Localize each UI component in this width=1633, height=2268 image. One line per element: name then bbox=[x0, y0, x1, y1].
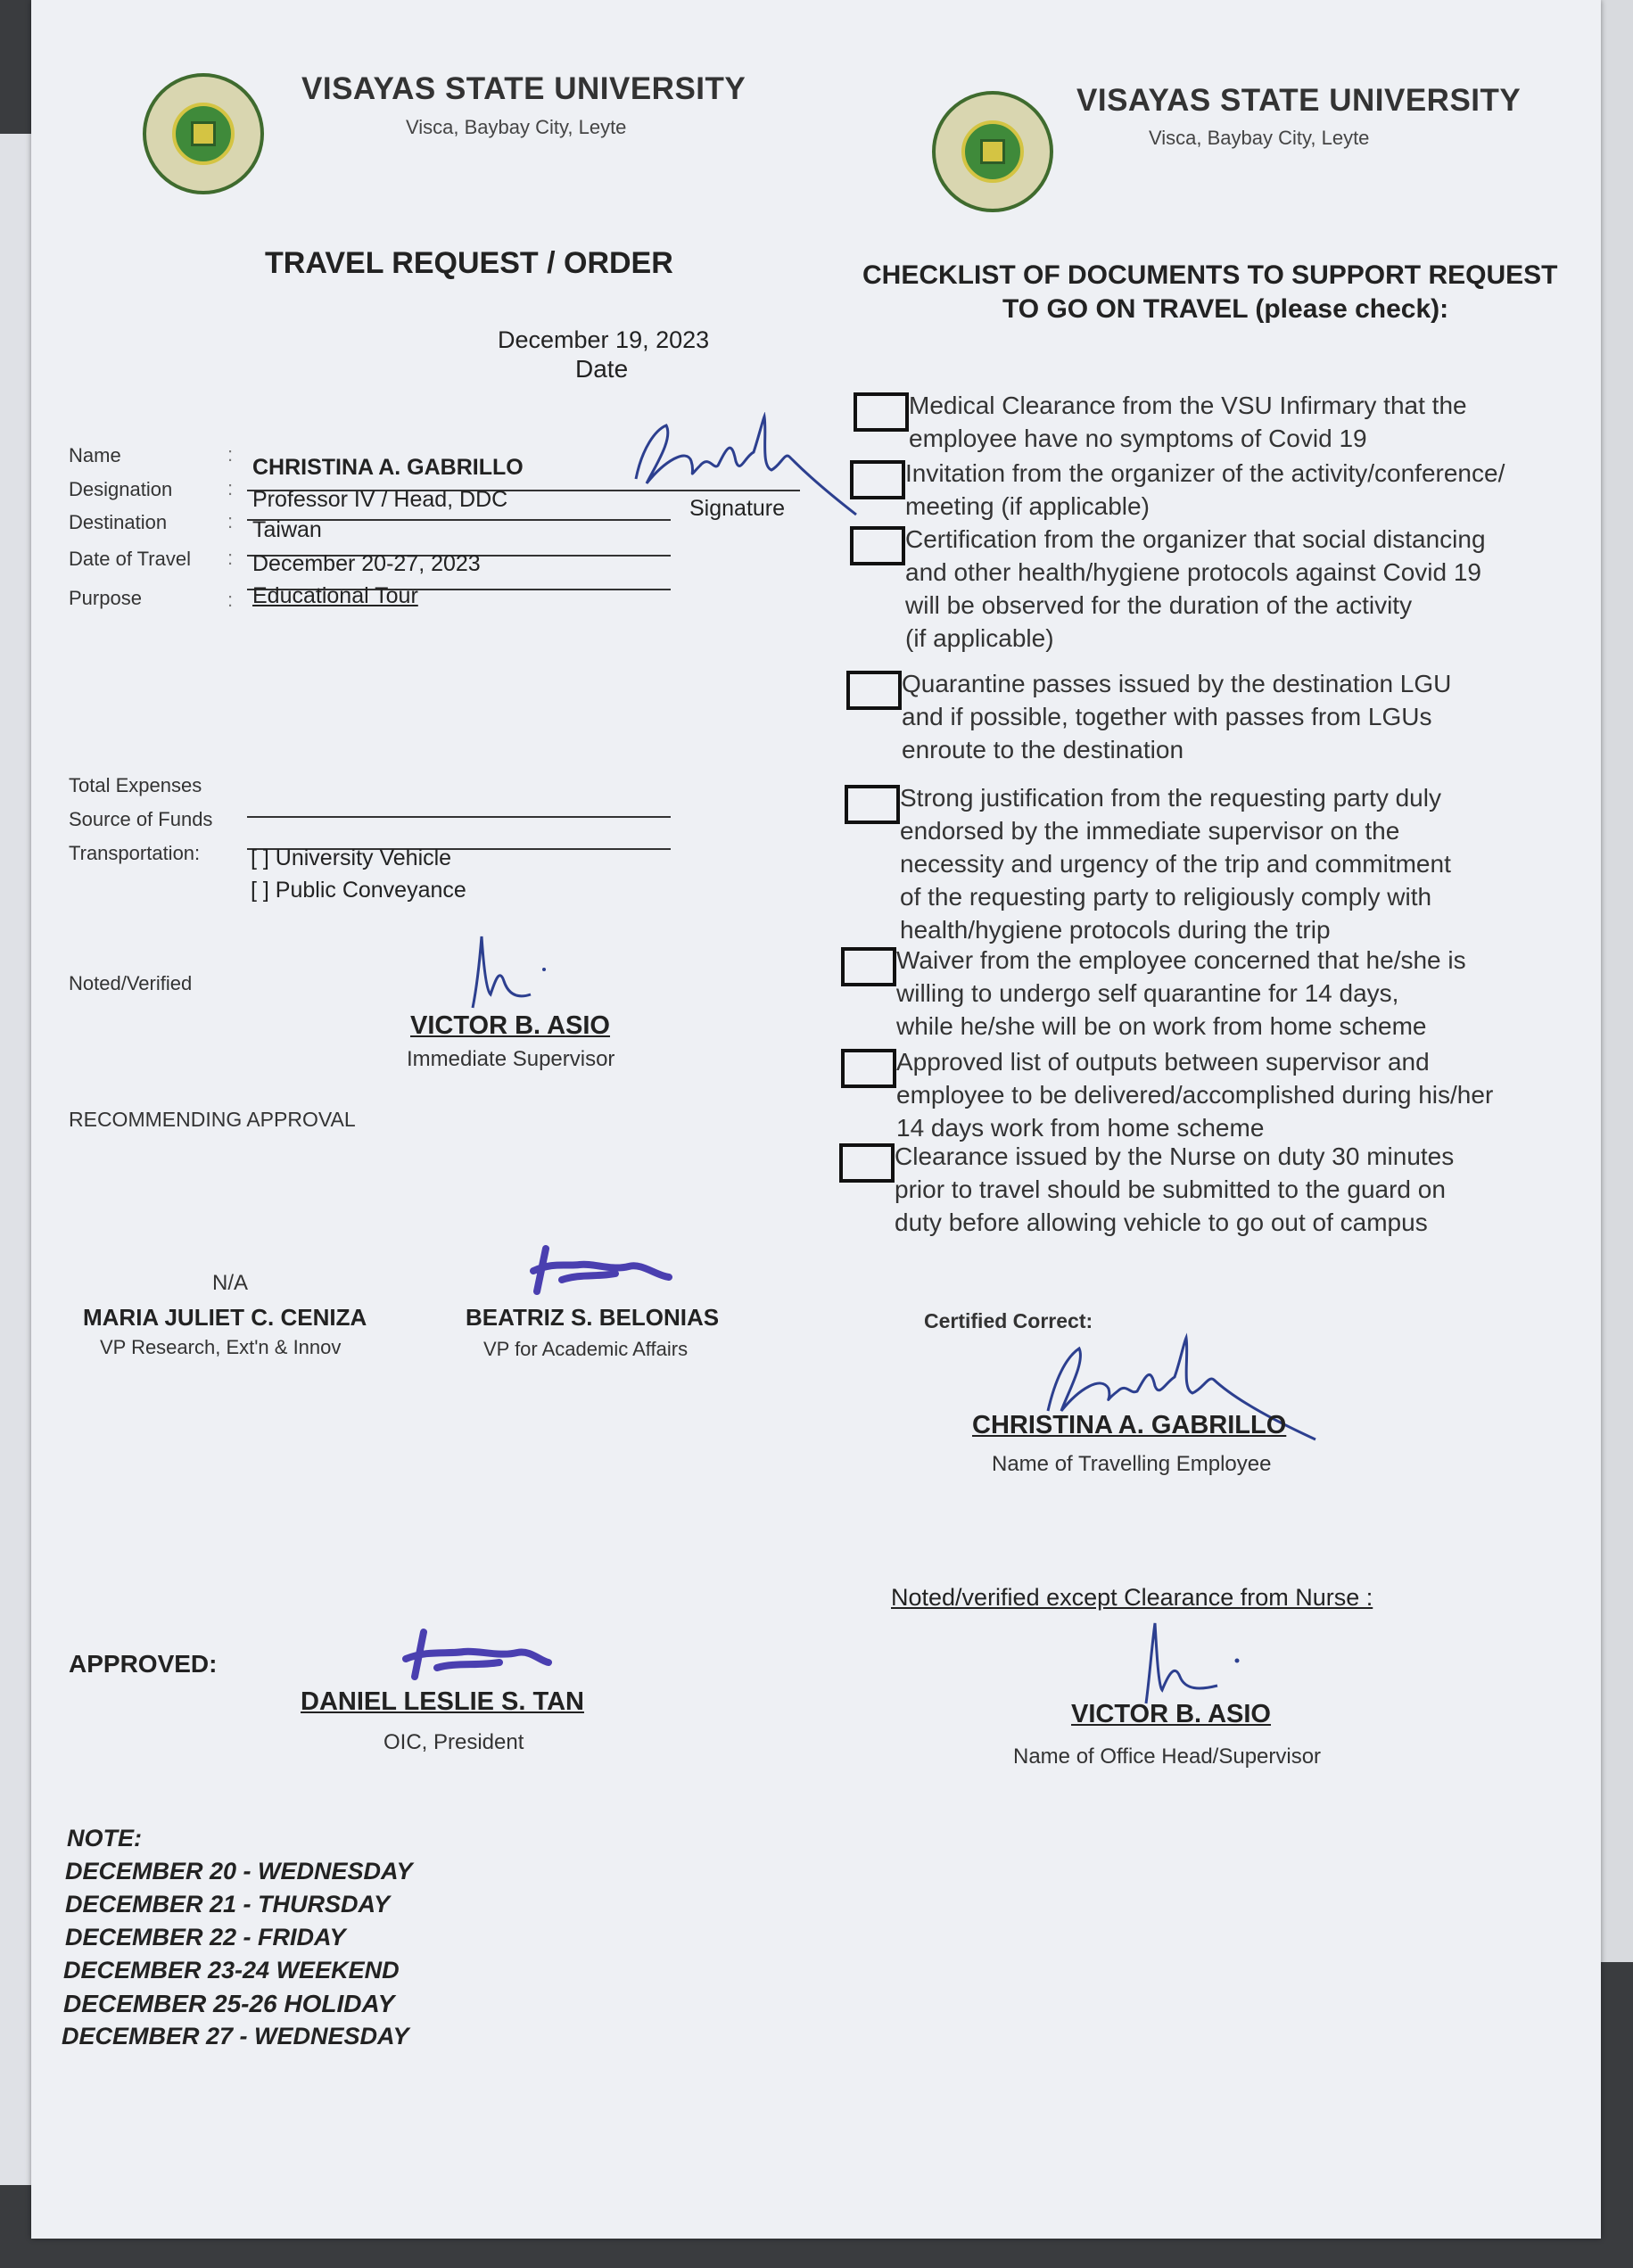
checklist-item-line: 14 days work from home scheme bbox=[896, 1114, 1265, 1142]
checklist-checkbox[interactable] bbox=[850, 460, 905, 499]
designation-label: Designation bbox=[69, 478, 173, 500]
noted-verified-label: Noted/Verified bbox=[69, 972, 193, 994]
checklist-item-text bbox=[909, 389, 1569, 455]
name-value: CHRISTINA A. GABRILLO bbox=[252, 455, 524, 480]
recommender1-na: N/A bbox=[212, 1271, 249, 1295]
purpose-value: Educational Tour bbox=[252, 583, 418, 608]
recommender2-name: BEATRIZ S. BELONIAS bbox=[466, 1304, 720, 1331]
head-signature bbox=[1119, 1614, 1262, 1712]
checklist-item-line: Medical Clearance from the VSU Infirmary that the bbox=[909, 392, 1467, 419]
checklist-checkbox[interactable] bbox=[845, 785, 900, 824]
right-university-address: Visca, Baybay City, Leyte bbox=[1149, 127, 1370, 149]
approver-role: OIC, President bbox=[384, 1730, 524, 1754]
checklist-checkbox[interactable] bbox=[850, 526, 905, 565]
supervisor-role: Immediate Supervisor bbox=[407, 1047, 615, 1071]
note-heading: NOTE: bbox=[67, 1825, 142, 1852]
checklist-item-line: and if possible, together with passes from LGUs bbox=[902, 703, 1432, 730]
supervisor-name: VICTOR B. ASIO bbox=[410, 1011, 610, 1040]
checklist-item-line: meeting (if applicable) bbox=[905, 492, 1150, 520]
purpose-label: Purpose bbox=[69, 587, 142, 609]
checklist-item-line: Strong justification from the requesting party duly bbox=[900, 784, 1441, 812]
applicant-signature bbox=[602, 412, 870, 528]
checklist-item-line: duty before allowing vehicle to go out of campus bbox=[895, 1208, 1428, 1236]
designation-value: Professor IV / Head, DDC bbox=[252, 487, 508, 512]
checklist-item-text bbox=[900, 781, 1560, 946]
checklist-item-line: (if applicable) bbox=[905, 624, 1054, 652]
checklist-item-line: endorsed by the immediate supervisor on the bbox=[900, 817, 1400, 845]
recommender2-signature-stamp bbox=[526, 1240, 678, 1302]
travel-request-document: VISAYAS STATE UNIVERSITY Visca, Baybay City, Leyte VISAYAS STATE UNIVERSITY Visca, Baybay City, Leyte TRAVEL REQUEST / ORDER December 19, 2023 Date Name : CHRISTINA A. GABRILLO Designation : Professor IV / Head, DDC Signature Destination : Taiwan Date of Travel : December 20-27, 2023 Purpose : Educational Tour Total Expenses Source of Funds Transportation: [ ] University Vehicle [ ] Public Conveyance Noted/Verified VICTOR B. ASIO Immediate Supervisor RECOMMENDING APPROVAL N/A MARIA JULIET C. CENIZA VP Research, Ext'n & Innov BEATRIZ S. BELONIAS VP for Academic Affairs APPROVED: DANIEL LESLIE S. TAN OIC, President NOTE: DECEMBER 20 - WEDNESDAY DECEMBER 21 - THURSDAY DECEMBER 22 - FRIDAY DECEMBER 23-24 WEEKEND DECEMBER 25-26 HOLIDAY DECEMBER 27 - WEDNESDAY CHECKLIST OF DOCUMENTS TO SUPPORT REQUEST TO GO ON TRAVEL (please check): Medical Clearance from the VSU Infirmary that the employee have no symptoms of Covid 19 Invitation from the organizer of the activity/conference/ meeting (if applicable) Certification from the organizer that social distancing and other health/hygiene protocols against Covid 19 will be observed for the duration of the activity (if applicable) Quarantine passes issued by the destination LGU and if possible, together with passes from LGUs enroute to the destination Strong justification from the requesting party duly endorsed by the immediate supervisor on the necessity and urgency of the trip and commitment of the requesting party to religiously comply with health/hygiene protocols during the trip Waiver from the employee concerned that he/she is willing to undergo self quarantine for 14 days, while he/she will be on work from home scheme Approved list of outputs between supervisor and employee to be delivered/accomplished during his/her 14 days work from home scheme Clearance issued by the Nurse on duty 30 minutes prior to travel should be submitted to the guard on duty before allowing vehicle to go out of campus Certified Correct: CHRISTINA A. GABRILLO Name of Travelling Employee Noted/verified except Clearance from Nurse : VICTOR B. ASIO Name of Office Head/Supervisor bbox=[31, 0, 1601, 2239]
approver-signature-stamp bbox=[388, 1623, 557, 1686]
signature-label: Signature bbox=[689, 496, 786, 521]
checklist-item-line: will be observed for the duration of the activity bbox=[905, 591, 1413, 619]
name-label: Name bbox=[69, 444, 121, 466]
approver-name: DANIEL LESLIE S. TAN bbox=[301, 1687, 584, 1716]
form-date-value: December 19, 2023 bbox=[498, 326, 710, 353]
left-university-address: Visca, Baybay City, Leyte bbox=[406, 116, 627, 138]
checklist-item-line: Approved list of outputs between supervisor and bbox=[896, 1048, 1430, 1076]
certified-correct-label: Certified Correct: bbox=[924, 1309, 1093, 1332]
checklist-item-line: of the requesting party to religiously comply with bbox=[900, 883, 1432, 911]
checklist-checkbox[interactable] bbox=[841, 1049, 896, 1088]
right-university-name: VISAYAS STATE UNIVERSITY bbox=[1076, 83, 1522, 118]
recommender2-role: VP for Academic Affairs bbox=[483, 1338, 689, 1360]
checklist-item-text bbox=[902, 667, 1562, 766]
destination-label: Destination bbox=[69, 511, 168, 533]
checklist-item-line: enroute to the destination bbox=[902, 736, 1184, 763]
checklist-item-text bbox=[905, 523, 1565, 655]
university-seal-icon bbox=[932, 91, 1053, 212]
total-expenses-label: Total Expenses bbox=[69, 774, 202, 796]
checklist-item-line: health/hygiene protocols during the trip bbox=[900, 916, 1331, 944]
university-seal-icon bbox=[143, 73, 264, 194]
checklist-title-line1: CHECKLIST OF DOCUMENTS TO SUPPORT REQUEST bbox=[862, 260, 1558, 290]
note-line: DECEMBER 27 - WEDNESDAY bbox=[62, 2023, 409, 2049]
supervisor-signature bbox=[455, 932, 580, 1012]
checklist-item-line: Certification from the organizer that social distancing bbox=[905, 525, 1486, 553]
checklist-item-line: employee have no symptoms of Covid 19 bbox=[909, 425, 1367, 452]
checklist-item-text bbox=[896, 1045, 1556, 1144]
head-role: Name of Office Head/Supervisor bbox=[1013, 1744, 1322, 1769]
checklist-checkbox[interactable] bbox=[839, 1143, 895, 1183]
checklist-item-text bbox=[905, 457, 1565, 523]
transportation-label: Transportation: bbox=[69, 842, 201, 864]
employee-role: Name of Travelling Employee bbox=[992, 1452, 1272, 1476]
note-line: DECEMBER 22 - FRIDAY bbox=[65, 1924, 346, 1950]
checklist-item-line: prior to travel should be submitted to the guard on bbox=[895, 1175, 1446, 1203]
checklist-checkbox[interactable] bbox=[841, 947, 896, 986]
checklist-item-text bbox=[895, 1140, 1555, 1239]
checklist-item-line: necessity and urgency of the trip and commitment bbox=[900, 850, 1451, 878]
checklist-item-line: Quarantine passes issued by the destination LGU bbox=[902, 670, 1452, 697]
left-university-name: VISAYAS STATE UNIVERSITY bbox=[301, 71, 746, 106]
note-line: DECEMBER 23-24 WEEKEND bbox=[63, 1957, 400, 1983]
note-line: DECEMBER 21 - THURSDAY bbox=[65, 1891, 391, 1917]
checklist-item-line: while he/she will be on work from home scheme bbox=[896, 1012, 1427, 1040]
form-title: TRAVEL REQUEST / ORDER bbox=[265, 246, 673, 280]
head-name: VICTOR B. ASIO bbox=[1071, 1700, 1271, 1728]
destination-value: Taiwan bbox=[252, 517, 322, 542]
note-line: DECEMBER 20 - WEDNESDAY bbox=[65, 1858, 413, 1885]
checklist-item-line: Clearance issued by the Nurse on duty 30 minutes bbox=[895, 1142, 1455, 1170]
checklist-item-line: Waiver from the employee concerned that he/she is bbox=[896, 946, 1466, 974]
note-line: DECEMBER 25-26 HOLIDAY bbox=[63, 1990, 395, 2017]
recommender1-role: VP Research, Ext'n & Innov bbox=[100, 1336, 342, 1358]
checklist-item-line: employee to be delivered/accomplished during his/her bbox=[896, 1081, 1494, 1109]
recommending-approval-label: RECOMMENDING APPROVAL bbox=[69, 1108, 356, 1131]
checklist-item-line: and other health/hygiene protocols against Covid 19 bbox=[905, 558, 1481, 586]
transport-university-vehicle[interactable]: [ ] University Vehicle bbox=[251, 845, 452, 870]
transport-public-conveyance[interactable]: [ ] Public Conveyance bbox=[251, 878, 466, 903]
checklist-item-line: willing to undergo self quarantine for 14 days, bbox=[896, 979, 1399, 1007]
checklist-item-text bbox=[896, 944, 1556, 1043]
noted-except-label: Noted/verified except Clearance from Nurse : bbox=[891, 1584, 1373, 1611]
checklist-item-line: Invitation from the organizer of the activity/conference/ bbox=[905, 459, 1505, 487]
total-expenses-line bbox=[247, 816, 671, 818]
form-date-label: Date bbox=[575, 355, 629, 383]
checklist-checkbox[interactable] bbox=[854, 392, 909, 432]
checklist-title-line2: TO GO ON TRAVEL (please check): bbox=[1002, 294, 1449, 324]
employee-name: CHRISTINA A. GABRILLO bbox=[972, 1411, 1287, 1439]
checklist-checkbox[interactable] bbox=[846, 671, 902, 710]
recommender1-name: MARIA JULIET C. CENIZA bbox=[83, 1304, 367, 1331]
date-of-travel-label: Date of Travel bbox=[69, 548, 191, 570]
approved-label: APPROVED: bbox=[69, 1650, 218, 1678]
date-of-travel-value: December 20-27, 2023 bbox=[252, 551, 481, 576]
source-of-funds-label: Source of Funds bbox=[69, 808, 213, 830]
